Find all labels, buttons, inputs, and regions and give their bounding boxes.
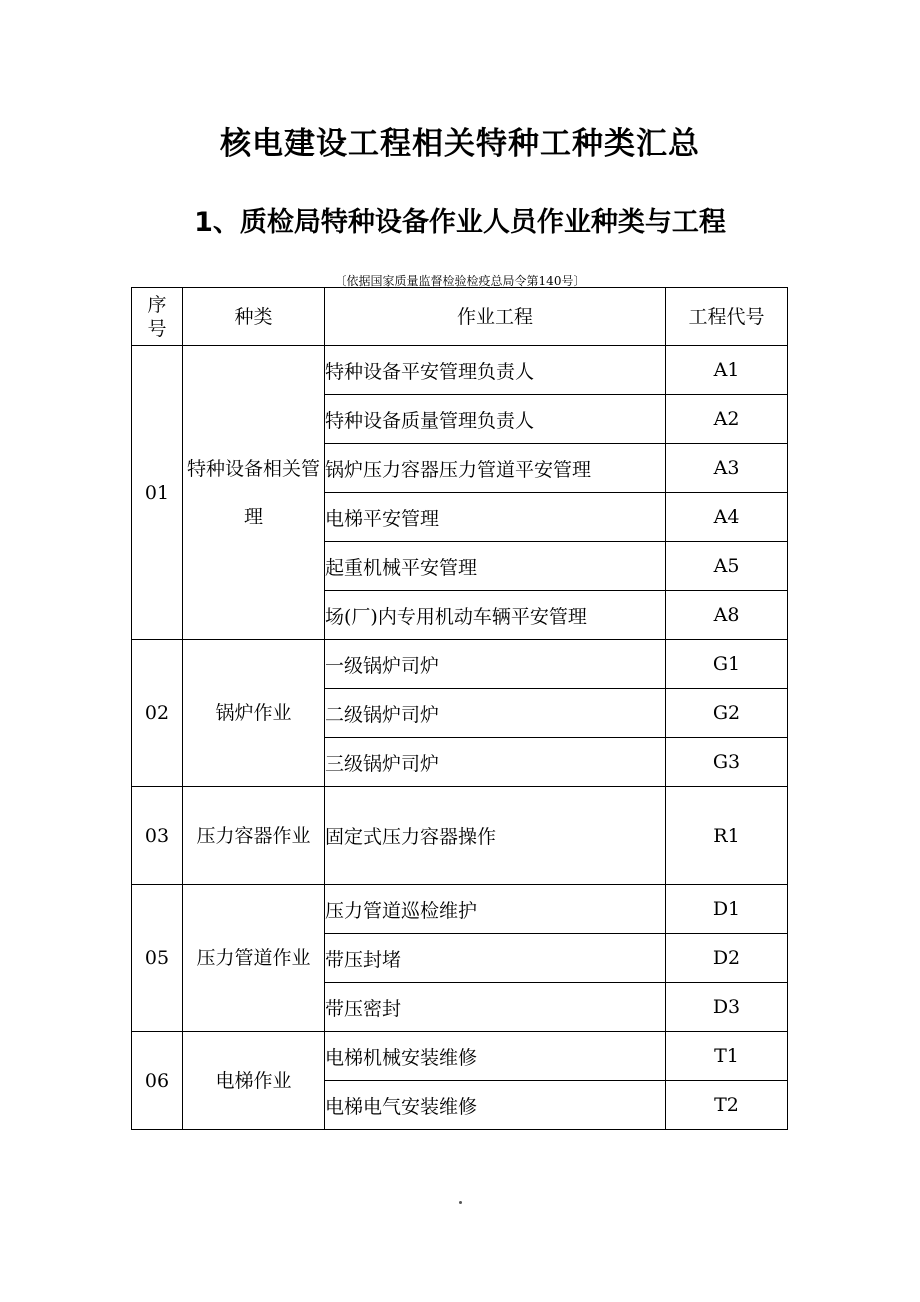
code-cell: T2 (666, 1081, 788, 1130)
section-title: 1、质检局特种设备作业人员作业种类与工程 (194, 207, 726, 238)
category-cell: 压力容器作业 (183, 787, 325, 885)
header-seq: 序号 (132, 288, 183, 346)
header-category: 种类 (183, 288, 325, 346)
code-cell: D1 (666, 885, 788, 934)
seq-cell: 06 (132, 1032, 183, 1130)
code-cell: A1 (666, 346, 788, 395)
table-header-row (132, 288, 788, 346)
category-cell: 压力管道作业 (183, 885, 325, 1032)
item-cell: 一级锅炉司炉 (325, 640, 666, 689)
code-cell: A4 (666, 493, 788, 542)
item-cell: 二级锅炉司炉 (325, 689, 666, 738)
item-cell: 锅炉压力容器压力管道平安管理 (325, 444, 666, 493)
item-cell: 三级锅炉司炉 (325, 738, 666, 787)
code-cell: D3 (666, 983, 788, 1032)
code-cell: A2 (666, 395, 788, 444)
seq-cell: 02 (132, 640, 183, 787)
item-cell: 固定式压力容器操作 (325, 787, 666, 885)
category-cell: 电梯作业 (183, 1032, 325, 1130)
category-cell: 锅炉作业 (183, 640, 325, 787)
seq-cell: 05 (132, 885, 183, 1032)
code-cell: R1 (666, 787, 788, 885)
item-cell: 特种设备平安管理负责人 (325, 346, 666, 395)
item-cell: 电梯电气安装维修 (325, 1081, 666, 1130)
seq-cell: 01 (132, 346, 183, 640)
code-cell: A8 (666, 591, 788, 640)
table-row (132, 346, 788, 395)
table-row (132, 787, 788, 885)
code-cell: T1 (666, 1032, 788, 1081)
code-cell: D2 (666, 934, 788, 983)
code-cell: G3 (666, 738, 788, 787)
seq-cell: 03 (132, 787, 183, 885)
page-title: 核电建设工程相关特种工种类汇总 (220, 126, 700, 162)
code-cell: A5 (666, 542, 788, 591)
header-item: 作业工程 (325, 288, 666, 346)
item-cell: 电梯平安管理 (325, 493, 666, 542)
code-cell: A3 (666, 444, 788, 493)
item-cell: 场(厂)内专用机动车辆平安管理 (325, 591, 666, 640)
item-cell: 压力管道巡检维护 (325, 885, 666, 934)
item-cell: 带压封堵 (325, 934, 666, 983)
special-operations-table (131, 287, 788, 1130)
code-cell: G2 (666, 689, 788, 738)
code-cell: G1 (666, 640, 788, 689)
item-cell: 特种设备质量管理负责人 (325, 395, 666, 444)
category-cell: 特种设备相关管理 (183, 346, 325, 640)
header-code: 工程代号 (666, 288, 788, 346)
table-row (132, 640, 788, 689)
page-dot (459, 1201, 462, 1204)
item-cell: 起重机械平安管理 (325, 542, 666, 591)
item-cell: 电梯机械安装维修 (325, 1032, 666, 1081)
item-cell: 带压密封 (325, 983, 666, 1032)
table-row (132, 1032, 788, 1081)
regulation-note: 〔依据国家质量监督检验检疫总局令第140号〕 (334, 274, 586, 288)
table-row (132, 885, 788, 934)
